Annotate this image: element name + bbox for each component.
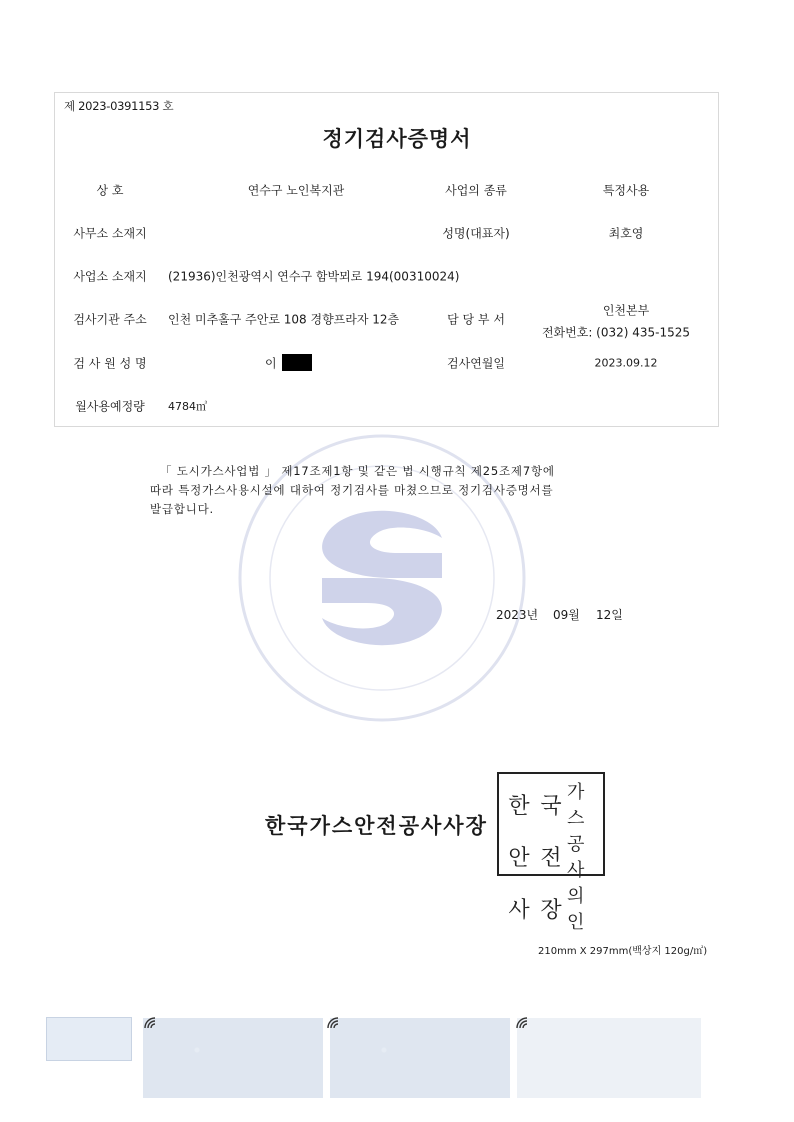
label-department: 담 당 부 서: [447, 312, 505, 327]
seal-char: 의인: [567, 886, 585, 933]
security-pattern-2: [330, 1018, 510, 1098]
issue-year: 2023년: [496, 608, 539, 622]
row-site-address: [56, 254, 716, 298]
row-inspection-agency: [56, 297, 716, 341]
value-business-name: 연수구 노인복지관: [247, 183, 345, 198]
value-business-type: 특정사용: [602, 183, 650, 198]
row-inspector: [56, 341, 716, 385]
security-pattern-1: [143, 1018, 323, 1098]
security-pattern-3: [517, 1018, 701, 1098]
seal-char: 국: [540, 793, 562, 819]
statement-line-1: 「 도시가스사업법 」 제17조제1항 및 같은 법 시행규칙 제25조제7항에: [160, 464, 555, 478]
corner-mark-icon: [326, 1016, 344, 1030]
certificate-number: 제 2023-0391153 호: [64, 99, 174, 113]
value-site-address: (21936)인천광역시 연수구 함박뫼로 194(00310024): [168, 269, 460, 284]
corner-mark-icon: [515, 1016, 533, 1030]
value-inspection-date: 2023.09.12: [594, 356, 658, 370]
label-site-address: 사업소 소재지: [73, 269, 147, 284]
issue-month: 09월: [553, 608, 580, 622]
seal-char: 가스: [567, 782, 585, 829]
label-office-address: 사무소 소재지: [73, 226, 147, 241]
label-monthly-usage: 월사용예정량: [75, 399, 145, 414]
value-department: 인천본부: [602, 303, 650, 318]
value-inspector: 이: [265, 356, 277, 371]
issuer-name: 한국가스안전공사사장: [265, 814, 488, 838]
row-office-address: [56, 211, 716, 255]
statement-line-3: 발급합니다.: [150, 502, 214, 516]
seal-char: 공사: [567, 834, 585, 881]
label-agency-address: 검사기관 주소: [73, 312, 147, 327]
value-representative: 최호영: [608, 226, 644, 241]
row-monthly-usage: [56, 384, 716, 428]
document-title: 정기검사증명서: [322, 127, 472, 151]
label-business-name: 상 호: [96, 183, 124, 198]
seal-char: 안: [508, 845, 530, 871]
label-inspection-date: 검사연월일: [447, 356, 505, 371]
seal-char: 사: [508, 897, 530, 923]
value-monthly-usage: 4784㎥: [168, 400, 207, 413]
seal-char: 한: [508, 793, 530, 819]
seal-char: 장: [540, 897, 562, 923]
seal-char: 전: [540, 845, 562, 871]
label-business-type: 사업의 종류: [445, 183, 507, 198]
value-agency-address: 인천 미추홀구 주안로 108 경향프라자 12층: [168, 312, 400, 327]
security-mark: [46, 1017, 132, 1061]
redaction-bar: [282, 354, 312, 371]
label-inspector: 검 사 원 성 명: [73, 356, 147, 371]
label-representative: 성명(대표자): [442, 226, 510, 241]
statement-line-2: 따라 특정가스사용시설에 대하여 정기검사를 마쳤으므로 정기검사증명서를: [150, 483, 554, 497]
official-seal: [497, 772, 605, 933]
issue-day: 12일: [596, 608, 623, 622]
paper-spec: 210mm X 297mm(백상지 120g/㎡): [538, 946, 708, 957]
row-business-name: [56, 168, 716, 212]
corner-mark-icon: [143, 1016, 161, 1030]
value-department-phone: 전화번호: (032) 435-1525: [541, 325, 691, 340]
statement-text: [150, 462, 630, 519]
